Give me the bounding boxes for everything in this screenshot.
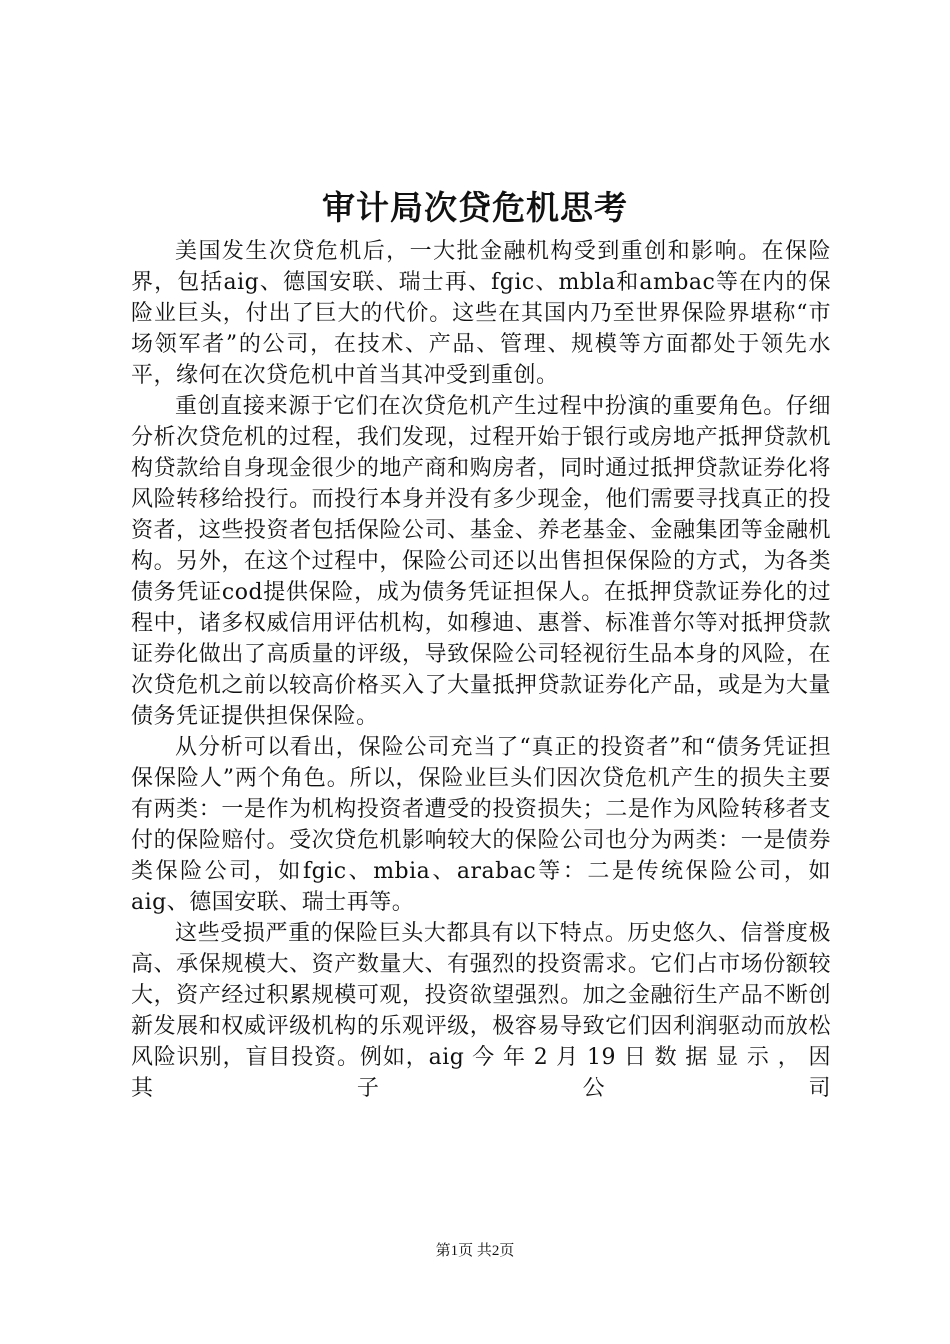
document-body (131, 236, 831, 1104)
paragraph-1: 美国发生次贷危机后，一大批金融机构受到重创和影响。在保险界，包括aig、德国安联、瑞士再、fgic、mbla和ambac等在内的保险业巨头，付出了巨大的代价。这些在其国内乃至世界保险界堪称“市场领军者”的公司，在技术、产品、管理、规模等方面都处于领先水平，缘何在次贷危机中首当其冲受到重创。 (131, 239, 831, 388)
document-title: 审计局次贷危机思考 (322, 188, 628, 227)
page-footer (0, 1241, 950, 1261)
page-number-indicator: 第1页 共2页 (435, 1243, 515, 1259)
paragraph-3: 从分析可以看出，保险公司充当了“真正的投资者”和“债务凭证担保保险人”两个角色。所以，保险业巨头们因次贷危机产生的损失主要有两类：一是作为机构投资者遭受的投资损失；二是作为风险转移者支付的保险赔付。受次贷危机影响较大的保险公司也分为两类：一是债券类保险公司，如fgic、mbia、arabac等：二是传统保险公司，如aig、德国安联、瑞士再等。 (131, 735, 831, 915)
paragraph-4: 这些受损严重的保险巨头大都具有以下特点。历史悠久、信誉度极高、承保规模大、资产数量大、有强烈的投资需求。它们占市场份额较大，资产经过积累规模可观，投资欲望强烈。加之金融衍生产品不断创新发展和权威评级机构的乐观评级，极容易导致它们因利润驱动而放松风险识别，盲目投资。例如，aig 今 年 2 月 19 日 数 据 显 示 ， 因 其 子 公 司 (131, 921, 831, 1101)
paragraph-2: 重创直接来源于它们在次贷危机产生过程中扮演的重要角色。仔细分析次贷危机的过程，我们发现，过程开始于银行或房地产抵押贷款机构贷款给自身现金很少的地产商和购房者，同时通过抵押贷款证券化将风险转移给投行。而投行本身并没有多少现金，他们需要寻找真正的投资者，这些投资者包括保险公司、基金、养老基金、金融集团等金融机构。另外，在这个过程中，保险公司还以出售担保保险的方式，为各类债务凭证cod提供保险，成为债务凭证担保人。在抵押贷款证券化的过程中，诸多权威信用评估机构，如穆迪、惠誉、标准普尔等对抵押贷款证券化做出了高质量的评级，导致保险公司轻视衍生品本身的风险，在次贷危机之前以较高价格买入了大量抵押贷款证券化产品，或是为大量债务凭证提供担保保险。 (131, 394, 831, 729)
